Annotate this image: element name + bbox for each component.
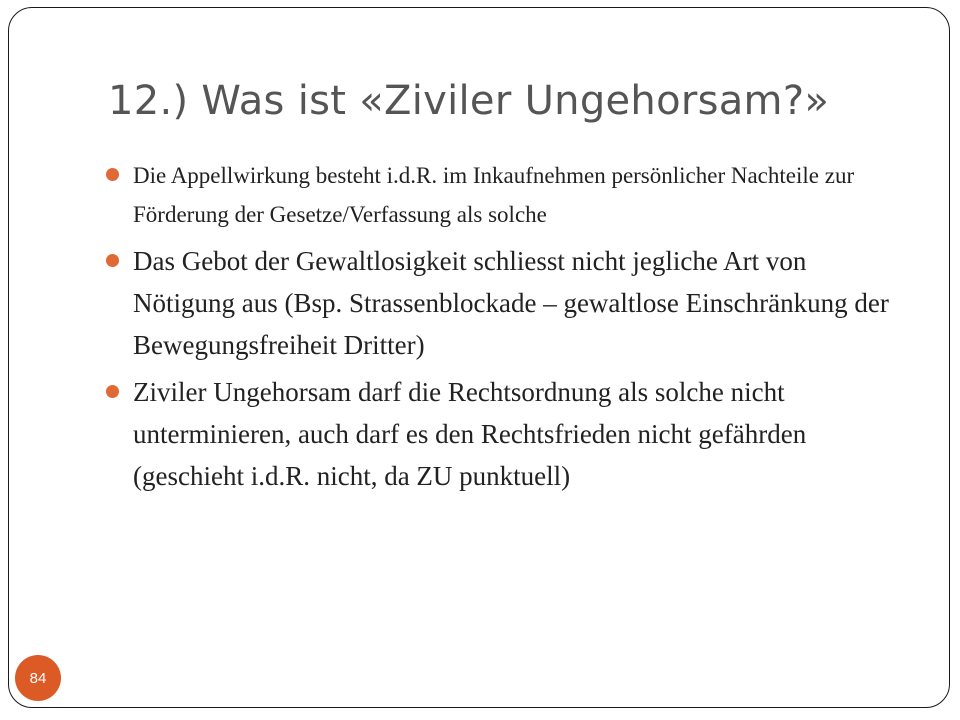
bullet-item — [106, 371, 896, 497]
bullet-text: Ziviler Ungehorsam darf die Rechtsordnung als solche nicht unterminieren, auch darf es den Rechtsfrieden nicht gefährden (geschieht i.d.R. nicht, da ZU punktuell) — [133, 377, 807, 491]
bullet-dot-icon — [106, 168, 119, 181]
slide-title: 12.) Was ist «Ziviler Ungehorsam?» — [108, 78, 830, 124]
bullet-list — [106, 156, 896, 502]
bullet-text: Die Appellwirkung besteht i.d.R. im Inkaufnehmen persönlicher Nachteile zur Förderung der Gesetze/Verfassung als solche — [133, 163, 855, 227]
bullet-dot-icon — [106, 254, 119, 267]
bullet-text: Das Gebot der Gewaltlosigkeit schliesst nicht jegliche Art von Nötigung aus (Bsp. Strassenblockade – gewaltlose Einschränkung der Bewegungsfreiheit Dritter) — [133, 246, 889, 360]
bullet-item — [106, 156, 896, 234]
bullet-item — [106, 240, 896, 366]
page-number-badge: 84 — [15, 655, 61, 701]
bullet-dot-icon — [106, 385, 119, 398]
